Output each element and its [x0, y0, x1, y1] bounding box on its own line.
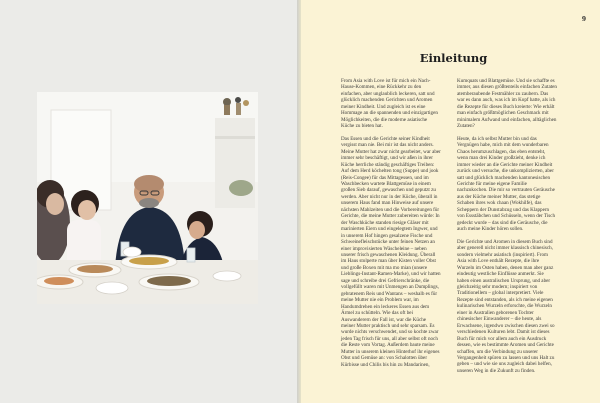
paragraph: Kumquats und Blattgemüse. Und sie schaffte es immer, aus diesen größtenteils einfachen Zutaten atemberaubende Festmähler zu zaubern. Das war es dann auch, was ich im Kopf hatte, als ich die Rezepte für dieses Buch kreierte: Wie erhält man einfach größtmöglichen Geschmack mit minimalem Aufwand und einfachen, alltäglichen Zutaten? — [457, 78, 557, 130]
text-column-right — [457, 78, 557, 381]
text-column-left — [341, 78, 441, 374]
paragraph: From Asia with Love ist für mich ein Nach-Hause-Kommen, eine Rückkehr zu den einfachen, aber unglaublich leckeren, satt und glücklich machenden Gerichten und Aromen meiner Kindheit. Und zugleich ist es eine Hommage an die spannenden und einzigartigen Möglichkeiten, die die moderne asiatische Küche zu bieten hat. — [341, 78, 438, 130]
right-page — [301, 0, 600, 403]
page-number: 9 — [581, 16, 586, 23]
page-title: Einleitung — [419, 51, 488, 65]
paragraph: Heute, da ich selbst Mutter bin und das Vergnügen habe, mich mit dem wunderbaren Chaos herumzuschlagen, das eben entsteht, wenn man drei Kinder großzieht, denke ich immer wieder an die Gerichte meiner Kindheit zurück und versuche, die unkomplizierten, aber satt und glücklich machenden kantonesischen Gerichte für meine eigene Familie nachzukochen. Die mir so vertrauten Geräusche aus der Küche meiner Mutter, das stetige Schaben ihres wok chaan (Wokhilfe), das Scheppern der Dunstabzug und das Klappern von Essstäbchen und Schüsseln, wenn der Tisch gedeckt wurde – das sind die Geräusche, die auch meine Kinder hören sollen. — [457, 135, 556, 233]
family-dinner-photo — [37, 92, 258, 304]
paragraph: Das Essen und die Gerichte seiner Kindheit vergisst man nie. Bei mir ist das nicht anders. Meine Mutter hat zwar nicht gearbeitet, war aber immer sehr beschäftigt, und wir aßen in ihrer Küche herrliche ständig geschäftiges Treiben: Auf dem Herd köchelten tong (Suppe) und jook (Reis-Congee) für das Mittagessen, und im Waschbecken wartete Blattgemüse in einem großen Sieb darauf, gewaschen und geputzt zu werden. Aber nicht nur in der Küche, überall in unserem Haus fand man Hinweise auf unsere nächsten Mahlzeiten und die Vorbereitungen für Gerichte, die meine Mutter zubereiten würde: In der Waschküche standen riesige Gläser mit marinierten Eiern und eingelegtem Ingwer, und in unserem Hof hingen gesalzene Fische und Schweinefleischstücke unter feinen Netzen an einer improvisierten Wäscheleine – neben unserer frisch gewaschenen Kleidung. Überall im Haus stolperte man über Kisten voller Obst und große Boxen mit ma mo mian (unsere Lieblings-Instant-Ramen-Marke), und wir hatten sage und schreibe drei Gefrierschränke, die vollgefüllt waren mit Unmengen an Dumplings, gebratenem Reis und Wantans – weshalb es für meine Mutter nie ein Problem war, im Handumdrehen ein leckeres Essen aus dem Ärmel zu schütteln. Wie das oft bei Auswanderern der Fall ist, war die Küche meiner Mutter praktisch und sehr sparsam. Es wurde nichts verschwendet, und so kochte zwar jeden Tag frisch für uns, all aber selbst oft noch die Reste vom Vortag. Außerdem baute meine Mutter in unserem kleinen Hinterhof ihr eigenes Obst und Gemüse an: von Schalotten über Kürbisse und Chilis bis hin zu Mandarinen, — [341, 135, 441, 368]
left-page — [0, 0, 298, 403]
paragraph: Die Gerichte und Aromen in diesem Buch sind aber generell nicht immer klassisch chinesisch, sondern vielmehr asiatisch (inspiriert). From Asia with Love enthält Rezepte, die ihre Wurzeln im Osten haben, denen man aber ganz eindeutig westliche Einflüsse anmerkt. Sie haben einen australischen Ursprung, und aber gleichzeitig sehr modern; inspiriert von Traditionellem – global interpretiert. Viele Rezepte sind entstanden, als ich meine eigenen kulinarischen Wurzeln erforschte, die Wurzeln einer in Australien geborenen Tochter chinesischer Einwanderer – die heute, als Erwachsene, irgendwo zwischen diesen zwei so verschiedenen Kulturen lebt. Damit ist dieses Buch für mich vor allem auch ein Ausdruck dessen, wie es bestimmte Aromen und Gerichte schaffen, um die Verbindung zu unserer Vergangenheit spüren zu lassen und uns Halt zu geben – und wie sie uns zugleich dabei helfen, unseren Weg in die Zukunft zu finden. — [457, 238, 555, 374]
family-dinner-illustration — [37, 92, 258, 304]
